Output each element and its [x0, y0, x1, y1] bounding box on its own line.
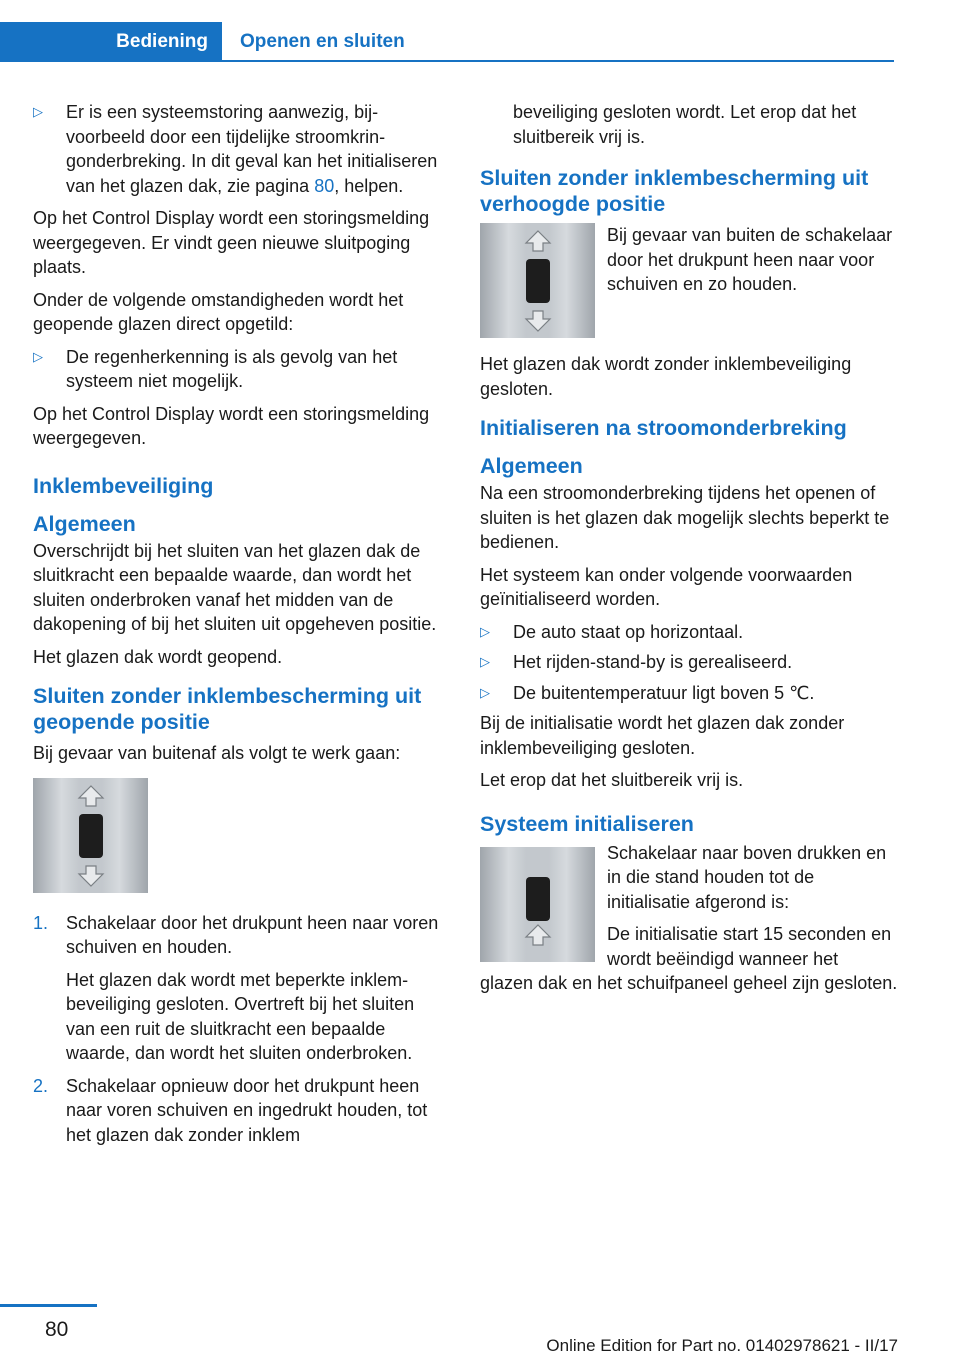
- header-divider: [222, 60, 894, 62]
- paragraph: Bij gevaar van buitenaf als volgt te werk gaan:: [33, 743, 401, 763]
- switch-image-row: [480, 841, 898, 972]
- roof-switch-image: [480, 847, 595, 962]
- heading-algemeen: Algemeen: [33, 511, 136, 536]
- page-header: [0, 0, 960, 64]
- arrow-down-icon: [77, 864, 105, 888]
- image-caption: De initialisatie start 15 seconden en wordt beëindigd wanneer het: [607, 924, 892, 969]
- heading-algemeen: Algemeen: [480, 454, 583, 478]
- triangle-bullet-icon: ▷: [480, 623, 490, 639]
- paragraph: Het systeem kan onder volgende voorwaarden geïnitialiseerd worden.: [480, 564, 853, 609]
- left-column: [33, 100, 447, 1155]
- arrow-up-icon: [77, 784, 105, 808]
- list-item: ▷ De buitentemperatuur ligt boven 5 ℃.: [480, 681, 898, 706]
- roof-switch-image: [33, 778, 148, 893]
- triangle-bullet-icon: ▷: [480, 654, 490, 669]
- paragraph: beveiliging gesloten wordt. Let erop dat het sluitbereik vrij is.: [513, 102, 857, 147]
- arrow-up-icon: [524, 229, 552, 253]
- switch-image-row: [33, 778, 447, 893]
- section-tab[interactable]: Bediening: [0, 22, 222, 62]
- arrow-up-icon: [524, 923, 552, 947]
- switch-icon: [79, 814, 103, 858]
- switch-icon: [526, 259, 550, 303]
- heading-sluiten-geopend: Sluiten zonder inklembescherming uit geopende positie: [33, 684, 422, 734]
- triangle-bullet-icon: ▷: [33, 348, 43, 364]
- paragraph: Na een stroomonderbreking tijdens het openen of sluiten is het glazen dak mogelijk slechts beperkt te bedienen.: [480, 483, 890, 552]
- list-item: ▷ Er is een systeemstoring aanwezig, bijvoorbeeld door een tijdelijke stroomkringonderbreking. In dit geval kan het initialiseren van het glazen dak, zie pagina 80, helpen.: [33, 100, 447, 198]
- switch-icon: [526, 877, 550, 921]
- edition-note: Online Edition for Part no. 01402978621 - II/17: [546, 1336, 898, 1355]
- list-item: ▷ De regenherkenning is als gevolg van het systeem niet mogelijk.: [33, 345, 447, 394]
- switch-image-row: [480, 223, 898, 338]
- right-column: [480, 100, 898, 1004]
- heading-initialiseren: Initialiseren na stroomonderbreking: [480, 416, 847, 440]
- page-link[interactable]: 80: [314, 175, 335, 196]
- paragraph: Het glazen dak wordt met beperkte inklembeveiliging gesloten. Overtreft bij het sluiten van een ruit de sluitkracht een bepaalde waarde, dan wordt het sluiten onderbroken.: [66, 969, 415, 1063]
- heading-inklembeveiliging: Inklembeveiliging: [33, 473, 214, 498]
- paragraph: Het glazen dak wordt zonder inklembeveiliging gesloten.: [480, 354, 852, 399]
- paragraph: Let erop dat het sluitbereik vrij is.: [480, 770, 744, 790]
- image-caption: Schakelaar naar boven drukken en in die stand houden tot de initialisatie afgerond is:: [607, 842, 887, 912]
- paragraph: Op het Control Display wordt een storingsmelding weergegeven. Er vindt geen nieuwe sluitpoging plaats.: [33, 208, 430, 277]
- paragraph: Overschrijdt bij het sluiten van het glazen dak de sluitkracht een bepaalde waarde, dan wordt het sluiten onderbroken vanaf het midden van de dakopening of bij het sluiten uit opgeheven positie.: [33, 540, 437, 634]
- subsection-tab[interactable]: Openen en sluiten: [240, 31, 405, 52]
- paragraph: Bij de initialisatie wordt het glazen dak zonder inklembeveiliging gesloten.: [480, 713, 845, 758]
- image-caption: Bij gevaar van buiten de schakelaar door het drukpunt heen naar voor schuiven en zo houden.: [607, 225, 893, 294]
- roof-switch-image: [480, 223, 595, 338]
- paragraph: Het glazen dak wordt geopend.: [33, 646, 283, 667]
- page-number: 80: [45, 1318, 69, 1341]
- triangle-bullet-icon: ▷: [33, 104, 43, 119]
- list-item: ▷ Het rijden-stand-by is gerealiseerd.: [480, 650, 898, 675]
- list-item: 2. Schakelaar opnieuw door het drukpunt heen naar voren schuiven en ingedrukt houden, tot het glazen dak zonder inklem: [33, 1075, 428, 1145]
- footer-divider: [0, 1304, 97, 1307]
- list-item: ▷ De auto staat op horizontaal.: [480, 620, 898, 645]
- paragraph: Op het Control Display wordt een storingsmelding weergegeven.: [33, 403, 430, 448]
- list-item: 1. Schakelaar door het drukpunt heen naar voren schuiven en houden.: [33, 912, 439, 957]
- paragraph: glazen dak en het schuifpaneel geheel zijn gesloten.: [480, 973, 898, 993]
- paragraph: Onder de volgende omstandigheden wordt het geopende glazen direct opgetild:: [33, 289, 404, 334]
- heading-systeem-initialiseren: Systeem initialiseren: [480, 811, 694, 836]
- triangle-bullet-icon: ▷: [480, 684, 490, 700]
- arrow-down-icon: [524, 309, 552, 333]
- heading-sluiten-verhoogd: Sluiten zonder inklembescherming uit verhoogde positie: [480, 166, 869, 216]
